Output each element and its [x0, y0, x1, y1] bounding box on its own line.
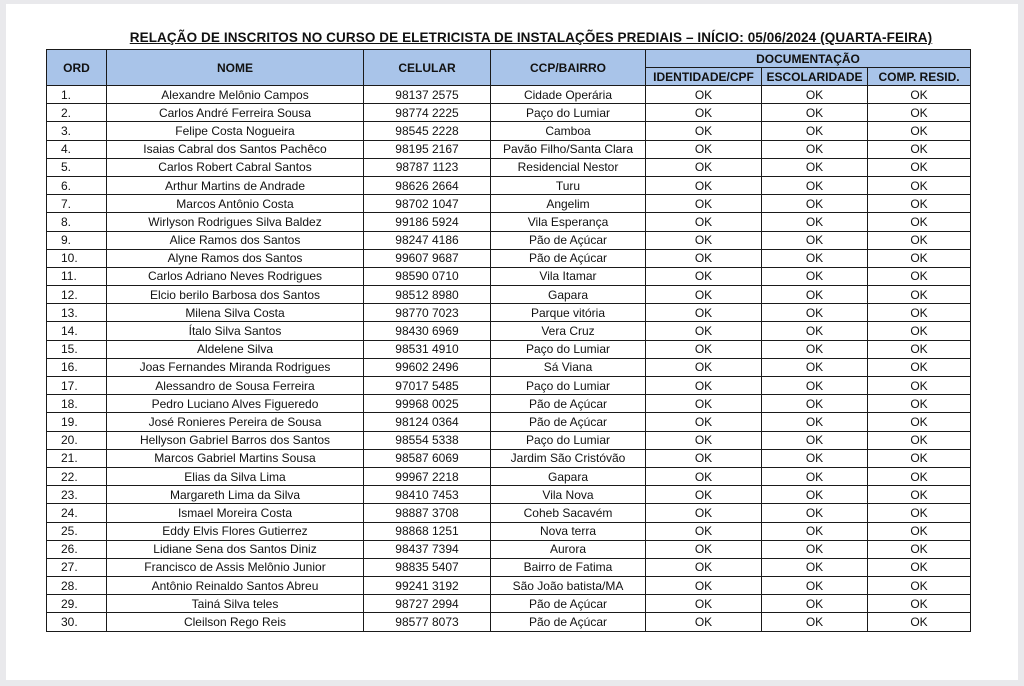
cell-ord: 13.	[47, 304, 107, 322]
cell-residencia: OK	[868, 413, 971, 431]
header-bairro: CCP/BAIRRO	[491, 50, 646, 86]
cell-celular: 98437 7394	[364, 540, 491, 558]
table-row	[47, 577, 971, 595]
cell-residencia: OK	[868, 613, 971, 631]
cell-identidade: OK	[646, 195, 762, 213]
cell-escolaridade: OK	[762, 176, 868, 194]
cell-escolaridade: OK	[762, 86, 868, 104]
document-page	[6, 4, 1018, 680]
table-row	[47, 558, 971, 576]
cell-nome: Pedro Luciano Alves Figueredo	[107, 395, 364, 413]
cell-celular: 98124 0364	[364, 413, 491, 431]
cell-ord: 9.	[47, 231, 107, 249]
cell-nome: Aldelene Silva	[107, 340, 364, 358]
cell-ord: 26.	[47, 540, 107, 558]
cell-nome: Carlos Robert Cabral Santos	[107, 158, 364, 176]
cell-nome: Francisco de Assis Melônio Junior	[107, 558, 364, 576]
cell-celular: 98774 2225	[364, 104, 491, 122]
cell-identidade: OK	[646, 540, 762, 558]
cell-ord: 4.	[47, 140, 107, 158]
cell-residencia: OK	[868, 104, 971, 122]
cell-bairro: Pavão Filho/Santa Clara	[491, 140, 646, 158]
cell-identidade: OK	[646, 104, 762, 122]
table-row	[47, 522, 971, 540]
table-row	[47, 267, 971, 285]
cell-bairro: Nova terra	[491, 522, 646, 540]
cell-nome: Marcos Antônio Costa	[107, 195, 364, 213]
cell-ord: 17.	[47, 377, 107, 395]
cell-nome: Alessandro de Sousa Ferreira	[107, 377, 364, 395]
cell-ord: 7.	[47, 195, 107, 213]
cell-identidade: OK	[646, 413, 762, 431]
cell-ord: 20.	[47, 431, 107, 449]
cell-celular: 97017 5485	[364, 377, 491, 395]
cell-residencia: OK	[868, 558, 971, 576]
cell-identidade: OK	[646, 249, 762, 267]
cell-bairro: Pão de Açúcar	[491, 231, 646, 249]
cell-bairro: Vera Cruz	[491, 322, 646, 340]
cell-identidade: OK	[646, 522, 762, 540]
cell-nome: José Ronieres Pereira de Sousa	[107, 413, 364, 431]
cell-ord: 15.	[47, 340, 107, 358]
cell-bairro: Paço do Lumiar	[491, 377, 646, 395]
cell-celular: 98590 0710	[364, 267, 491, 285]
cell-ord: 29.	[47, 595, 107, 613]
cell-escolaridade: OK	[762, 358, 868, 376]
cell-ord: 16.	[47, 358, 107, 376]
cell-residencia: OK	[868, 504, 971, 522]
cell-celular: 99186 5924	[364, 213, 491, 231]
cell-celular: 98531 4910	[364, 340, 491, 358]
cell-identidade: OK	[646, 213, 762, 231]
cell-identidade: OK	[646, 322, 762, 340]
cell-identidade: OK	[646, 231, 762, 249]
cell-residencia: OK	[868, 304, 971, 322]
cell-ord: 1.	[47, 86, 107, 104]
cell-nome: Marcos Gabriel Martins Sousa	[107, 449, 364, 467]
cell-escolaridade: OK	[762, 267, 868, 285]
cell-identidade: OK	[646, 86, 762, 104]
cell-bairro: Paço do Lumiar	[491, 431, 646, 449]
cell-nome: Margareth Lima da Silva	[107, 486, 364, 504]
cell-celular: 98770 7023	[364, 304, 491, 322]
header-celular: CELULAR	[364, 50, 491, 86]
cell-bairro: Sá Viana	[491, 358, 646, 376]
cell-residencia: OK	[868, 158, 971, 176]
cell-ord: 27.	[47, 558, 107, 576]
table-row	[47, 613, 971, 631]
table-row	[47, 86, 971, 104]
cell-celular: 98430 6969	[364, 322, 491, 340]
cell-nome: Alexandre Melônio Campos	[107, 86, 364, 104]
cell-celular: 98512 8980	[364, 286, 491, 304]
cell-ord: 23.	[47, 486, 107, 504]
table-row	[47, 595, 971, 613]
header-ord: ORD	[47, 50, 107, 86]
cell-identidade: OK	[646, 176, 762, 194]
cell-ord: 19.	[47, 413, 107, 431]
cell-celular: 99968 0025	[364, 395, 491, 413]
cell-identidade: OK	[646, 158, 762, 176]
cell-ord: 8.	[47, 213, 107, 231]
cell-celular: 98702 1047	[364, 195, 491, 213]
cell-residencia: OK	[868, 122, 971, 140]
cell-escolaridade: OK	[762, 213, 868, 231]
cell-nome: Carlos André Ferreira Sousa	[107, 104, 364, 122]
cell-residencia: OK	[868, 140, 971, 158]
cell-nome: Felipe Costa Nogueira	[107, 122, 364, 140]
cell-celular: 98195 2167	[364, 140, 491, 158]
table-row	[47, 286, 971, 304]
table-row	[47, 377, 971, 395]
cell-celular: 98887 3708	[364, 504, 491, 522]
cell-identidade: OK	[646, 431, 762, 449]
cell-escolaridade: OK	[762, 577, 868, 595]
cell-escolaridade: OK	[762, 286, 868, 304]
cell-identidade: OK	[646, 267, 762, 285]
cell-bairro: Aurora	[491, 540, 646, 558]
cell-nome: Milena Silva Costa	[107, 304, 364, 322]
cell-identidade: OK	[646, 558, 762, 576]
table-row	[47, 467, 971, 485]
table-row	[47, 486, 971, 504]
cell-celular: 98727 2994	[364, 595, 491, 613]
cell-ord: 2.	[47, 104, 107, 122]
cell-escolaridade: OK	[762, 449, 868, 467]
cell-residencia: OK	[868, 286, 971, 304]
table-row	[47, 340, 971, 358]
table-row	[47, 104, 971, 122]
cell-bairro: Bairro de Fatima	[491, 558, 646, 576]
cell-residencia: OK	[868, 249, 971, 267]
cell-identidade: OK	[646, 467, 762, 485]
header-documentacao: DOCUMENTAÇÃO	[646, 50, 971, 68]
cell-nome: Elias da Silva Lima	[107, 467, 364, 485]
table-row	[47, 213, 971, 231]
header-escolaridade: ESCOLARIDADE	[762, 68, 868, 86]
header-nome: NOME	[107, 50, 364, 86]
cell-ord: 28.	[47, 577, 107, 595]
cell-celular: 98787 1123	[364, 158, 491, 176]
cell-identidade: OK	[646, 140, 762, 158]
cell-nome: Hellyson Gabriel Barros dos Santos	[107, 431, 364, 449]
cell-nome: Joas Fernandes Miranda Rodrigues	[107, 358, 364, 376]
cell-identidade: OK	[646, 613, 762, 631]
cell-residencia: OK	[868, 540, 971, 558]
cell-nome: Arthur Martins de Andrade	[107, 176, 364, 194]
cell-celular: 99967 2218	[364, 467, 491, 485]
cell-escolaridade: OK	[762, 158, 868, 176]
cell-residencia: OK	[868, 213, 971, 231]
cell-bairro: Paço do Lumiar	[491, 104, 646, 122]
cell-nome: Lidiane Sena dos Santos Diniz	[107, 540, 364, 558]
cell-identidade: OK	[646, 595, 762, 613]
cell-residencia: OK	[868, 449, 971, 467]
cell-identidade: OK	[646, 122, 762, 140]
cell-residencia: OK	[868, 267, 971, 285]
table-row	[47, 431, 971, 449]
cell-bairro: Vila Nova	[491, 486, 646, 504]
cell-celular: 98626 2664	[364, 176, 491, 194]
cell-escolaridade: OK	[762, 104, 868, 122]
cell-residencia: OK	[868, 577, 971, 595]
cell-celular: 98554 5338	[364, 431, 491, 449]
cell-residencia: OK	[868, 195, 971, 213]
cell-bairro: Camboa	[491, 122, 646, 140]
header-residencia: COMP. RESID.	[868, 68, 971, 86]
cell-ord: 11.	[47, 267, 107, 285]
cell-ord: 5.	[47, 158, 107, 176]
table-row	[47, 304, 971, 322]
cell-residencia: OK	[868, 358, 971, 376]
cell-residencia: OK	[868, 176, 971, 194]
cell-celular: 98545 2228	[364, 122, 491, 140]
cell-nome: Tainá Silva teles	[107, 595, 364, 613]
cell-bairro: Parque vitória	[491, 304, 646, 322]
cell-nome: Isaias Cabral dos Santos Pachêco	[107, 140, 364, 158]
cell-bairro: Paço do Lumiar	[491, 340, 646, 358]
table-row	[47, 158, 971, 176]
table-row	[47, 122, 971, 140]
cell-escolaridade: OK	[762, 140, 868, 158]
cell-celular: 98587 6069	[364, 449, 491, 467]
table-row	[47, 176, 971, 194]
cell-escolaridade: OK	[762, 595, 868, 613]
cell-nome: Ismael Moreira Costa	[107, 504, 364, 522]
cell-nome: Eddy Elvis Flores Gutierrez	[107, 522, 364, 540]
cell-residencia: OK	[868, 340, 971, 358]
cell-nome: Ítalo Silva Santos	[107, 322, 364, 340]
cell-celular: 98835 5407	[364, 558, 491, 576]
cell-residencia: OK	[868, 231, 971, 249]
cell-escolaridade: OK	[762, 122, 868, 140]
cell-escolaridade: OK	[762, 540, 868, 558]
cell-celular: 98868 1251	[364, 522, 491, 540]
cell-bairro: Gapara	[491, 467, 646, 485]
cell-escolaridade: OK	[762, 613, 868, 631]
cell-ord: 14.	[47, 322, 107, 340]
cell-bairro: Angelim	[491, 195, 646, 213]
cell-escolaridade: OK	[762, 467, 868, 485]
cell-identidade: OK	[646, 486, 762, 504]
cell-bairro: São João batista/MA	[491, 577, 646, 595]
table-row	[47, 231, 971, 249]
cell-ord: 18.	[47, 395, 107, 413]
cell-identidade: OK	[646, 340, 762, 358]
cell-bairro: Vila Esperança	[491, 213, 646, 231]
cell-bairro: Turu	[491, 176, 646, 194]
cell-identidade: OK	[646, 358, 762, 376]
cell-escolaridade: OK	[762, 431, 868, 449]
cell-bairro: Coheb Sacavém	[491, 504, 646, 522]
cell-nome: Antônio Reinaldo Santos Abreu	[107, 577, 364, 595]
cell-nome: Cleilson Rego Reis	[107, 613, 364, 631]
cell-residencia: OK	[868, 467, 971, 485]
cell-ord: 10.	[47, 249, 107, 267]
cell-bairro: Residencial Nestor	[491, 158, 646, 176]
cell-identidade: OK	[646, 577, 762, 595]
cell-residencia: OK	[868, 595, 971, 613]
cell-celular: 98247 4186	[364, 231, 491, 249]
cell-escolaridade: OK	[762, 249, 868, 267]
document-title: RELAÇÃO DE INSCRITOS NO CURSO DE ELETRICISTA DE INSTALAÇÕES PREDIAIS – INÍCIO: 05/06/2024 (QUARTA-FEIRA)	[129, 30, 933, 45]
cell-residencia: OK	[868, 486, 971, 504]
cell-bairro: Pão de Açúcar	[491, 595, 646, 613]
header-identidade: IDENTIDADE/CPF	[646, 68, 762, 86]
cell-nome: Carlos Adriano Neves Rodrigues	[107, 267, 364, 285]
cell-bairro: Vila Itamar	[491, 267, 646, 285]
cell-identidade: OK	[646, 395, 762, 413]
cell-bairro: Pão de Açúcar	[491, 413, 646, 431]
table-row	[47, 195, 971, 213]
cell-escolaridade: OK	[762, 395, 868, 413]
cell-bairro: Jardim São Cristóvão	[491, 449, 646, 467]
cell-nome: Wirlyson Rodrigues Silva Baldez	[107, 213, 364, 231]
cell-celular: 99607 9687	[364, 249, 491, 267]
cell-escolaridade: OK	[762, 558, 868, 576]
cell-ord: 12.	[47, 286, 107, 304]
cell-nome: Alyne Ramos dos Santos	[107, 249, 364, 267]
table-row	[47, 249, 971, 267]
cell-identidade: OK	[646, 377, 762, 395]
cell-escolaridade: OK	[762, 322, 868, 340]
cell-escolaridade: OK	[762, 304, 868, 322]
cell-nome: Elcio berilo Barbosa dos Santos	[107, 286, 364, 304]
cell-escolaridade: OK	[762, 377, 868, 395]
cell-escolaridade: OK	[762, 504, 868, 522]
cell-escolaridade: OK	[762, 340, 868, 358]
cell-ord: 30.	[47, 613, 107, 631]
table-row	[47, 322, 971, 340]
cell-bairro: Pão de Açúcar	[491, 249, 646, 267]
cell-ord: 25.	[47, 522, 107, 540]
cell-residencia: OK	[868, 395, 971, 413]
table-row	[47, 395, 971, 413]
cell-celular: 98137 2575	[364, 86, 491, 104]
cell-residencia: OK	[868, 522, 971, 540]
table-row	[47, 540, 971, 558]
cell-bairro: Pão de Açúcar	[491, 395, 646, 413]
cell-residencia: OK	[868, 86, 971, 104]
cell-celular: 98577 8073	[364, 613, 491, 631]
cell-identidade: OK	[646, 304, 762, 322]
cell-ord: 21.	[47, 449, 107, 467]
cell-ord: 24.	[47, 504, 107, 522]
cell-escolaridade: OK	[762, 486, 868, 504]
cell-escolaridade: OK	[762, 413, 868, 431]
cell-escolaridade: OK	[762, 231, 868, 249]
cell-nome: Alice Ramos dos Santos	[107, 231, 364, 249]
cell-residencia: OK	[868, 322, 971, 340]
table-row	[47, 504, 971, 522]
enrollment-table	[46, 49, 971, 632]
table-body	[47, 86, 971, 632]
table-row	[47, 140, 971, 158]
cell-identidade: OK	[646, 449, 762, 467]
cell-celular: 99602 2496	[364, 358, 491, 376]
cell-escolaridade: OK	[762, 522, 868, 540]
cell-residencia: OK	[868, 431, 971, 449]
cell-escolaridade: OK	[762, 195, 868, 213]
cell-bairro: Cidade Operária	[491, 86, 646, 104]
table-row	[47, 413, 971, 431]
cell-residencia: OK	[868, 377, 971, 395]
cell-ord: 6.	[47, 176, 107, 194]
cell-ord: 22.	[47, 467, 107, 485]
table-row	[47, 449, 971, 467]
cell-identidade: OK	[646, 286, 762, 304]
cell-bairro: Pão de Açúcar	[491, 613, 646, 631]
cell-bairro: Gapara	[491, 286, 646, 304]
header-row-top	[47, 50, 971, 68]
cell-ord: 3.	[47, 122, 107, 140]
table-row	[47, 358, 971, 376]
cell-identidade: OK	[646, 504, 762, 522]
cell-celular: 99241 3192	[364, 577, 491, 595]
cell-celular: 98410 7453	[364, 486, 491, 504]
